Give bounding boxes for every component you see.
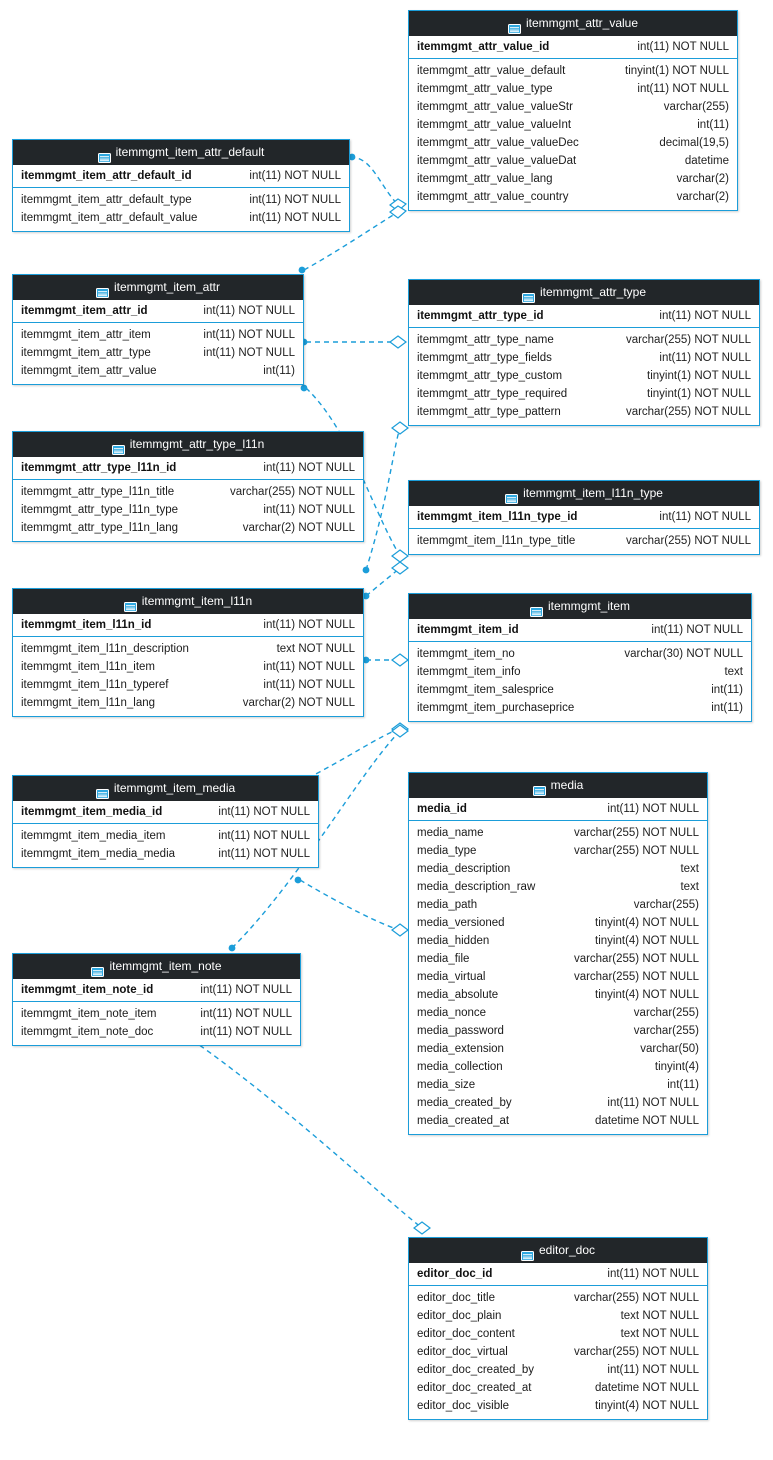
table-title: media — [550, 778, 584, 793]
column-name: itemmgmt_item_l11n_id — [21, 619, 152, 631]
column-type: varchar(2) — [676, 191, 729, 203]
column-name: itemmgmt_attr_value_type — [417, 83, 553, 95]
column-row — [409, 1325, 707, 1343]
column-type: int(11) NOT NULL — [659, 511, 751, 523]
table-itemmgmt_item_l11n[interactable] — [12, 588, 364, 717]
column-name: itemmgmt_attr_value_lang — [417, 173, 553, 185]
table-icon — [96, 282, 109, 292]
column-name: itemmgmt_item_l11n_type_title — [417, 535, 576, 547]
column-type: text — [724, 666, 743, 678]
column-row — [409, 1361, 707, 1379]
column-type: int(11) — [697, 119, 729, 131]
column-type: int(11) NOT NULL — [200, 1026, 292, 1038]
column-name: itemmgmt_item_l11n_item — [21, 661, 156, 673]
column-name: media_file — [417, 953, 470, 965]
column-type: tinyint(4) NOT NULL — [595, 1400, 699, 1412]
column-name: media_hidden — [417, 935, 490, 947]
column-type: int(11) NOT NULL — [607, 803, 699, 815]
column-row — [13, 845, 318, 863]
column-type: int(11) NOT NULL — [659, 352, 751, 364]
column-type: tinyint(1) NOT NULL — [625, 65, 729, 77]
column-type: tinyint(1) NOT NULL — [647, 370, 751, 382]
column-type: int(11) NOT NULL — [200, 984, 292, 996]
column-type: varchar(255) NOT NULL — [573, 1346, 699, 1358]
table-header[interactable] — [409, 280, 759, 305]
column-name: itemmgmt_attr_value_country — [417, 191, 569, 203]
column-row — [409, 532, 759, 550]
table-header[interactable] — [409, 11, 737, 36]
column-list — [13, 188, 349, 231]
column-type: varchar(255) NOT NULL — [573, 971, 699, 983]
column-name: itemmgmt_attr_value_valueDec — [417, 137, 579, 149]
table-itemmgmt_item[interactable] — [408, 593, 752, 722]
column-type: int(11) NOT NULL — [263, 462, 355, 474]
column-type: varchar(2) — [676, 173, 729, 185]
column-row — [409, 170, 737, 188]
column-row — [13, 640, 363, 658]
column-name: itemmgmt_item_media_id — [21, 806, 163, 818]
column-list — [13, 480, 363, 541]
column-type: varchar(255) NOT NULL — [573, 827, 699, 839]
primary-key-row — [13, 614, 363, 637]
table-itemmgmt_item_note[interactable] — [12, 953, 301, 1046]
table-header[interactable] — [13, 589, 363, 614]
column-type: tinyint(4) — [654, 1061, 699, 1073]
table-icon — [505, 488, 518, 498]
column-type: datetime NOT NULL — [595, 1382, 699, 1394]
column-list — [13, 323, 303, 384]
column-row — [13, 519, 363, 537]
column-name: itemmgmt_item_note_item — [21, 1008, 157, 1020]
column-name: itemmgmt_item_info — [417, 666, 521, 678]
column-type: int(11) NOT NULL — [659, 310, 751, 322]
column-row — [409, 367, 759, 385]
column-list — [409, 529, 759, 554]
table-title: itemmgmt_item_attr_default — [115, 145, 265, 160]
column-list — [13, 824, 318, 867]
table-icon — [112, 439, 125, 449]
column-type: tinyint(1) NOT NULL — [647, 388, 751, 400]
column-name: itemmgmt_attr_type_custom — [417, 370, 563, 382]
column-name: itemmgmt_attr_type_l11n_title — [21, 486, 175, 498]
table-header[interactable] — [13, 140, 349, 165]
table-header[interactable] — [409, 594, 751, 619]
column-row — [13, 694, 363, 712]
column-type: int(11) NOT NULL — [263, 504, 355, 516]
table-icon — [124, 596, 137, 606]
primary-key-row — [13, 979, 300, 1002]
column-type: int(11) NOT NULL — [651, 624, 743, 636]
column-row — [409, 1058, 707, 1076]
table-header[interactable] — [13, 954, 300, 979]
column-name: itemmgmt_item_attr_item — [21, 329, 151, 341]
column-name: itemmgmt_attr_value_valueDat — [417, 155, 577, 167]
column-name: editor_doc_created_at — [417, 1382, 532, 1394]
column-name: media_virtual — [417, 971, 486, 983]
column-row — [13, 483, 363, 501]
column-row — [13, 658, 363, 676]
column-row — [409, 699, 751, 717]
column-name: itemmgmt_attr_type_fields — [417, 352, 552, 364]
column-row — [409, 188, 737, 206]
column-row — [409, 878, 707, 896]
column-type: varchar(255) NOT NULL — [573, 845, 699, 857]
column-type: text — [680, 863, 699, 875]
column-name: itemmgmt_item_media_item — [21, 830, 166, 842]
primary-key-row — [13, 801, 318, 824]
table-icon — [522, 287, 535, 297]
column-name: media_versioned — [417, 917, 505, 929]
table-header[interactable] — [409, 773, 707, 798]
column-row — [409, 950, 707, 968]
column-name: itemmgmt_attr_type_name — [417, 334, 554, 346]
table-title: itemmgmt_item_l11n — [141, 594, 253, 609]
column-name: itemmgmt_attr_type_l11n_type — [21, 504, 179, 516]
column-name: itemmgmt_item_media_media — [21, 848, 176, 860]
table-itemmgmt_attr_type[interactable] — [408, 279, 760, 426]
column-type: int(11) NOT NULL — [249, 212, 341, 224]
column-type: text NOT NULL — [620, 1328, 699, 1340]
column-name: media_path — [417, 899, 478, 911]
column-row — [409, 62, 737, 80]
table-header[interactable] — [409, 481, 759, 506]
column-name: media_type — [417, 845, 477, 857]
column-type: varchar(255) — [633, 1007, 699, 1019]
table-itemmgmt_item_l11n_type[interactable] — [408, 480, 760, 555]
column-type: int(11) NOT NULL — [203, 347, 295, 359]
column-list — [409, 821, 707, 1134]
column-type: int(11) NOT NULL — [637, 83, 729, 95]
column-row — [409, 98, 737, 116]
column-name: itemmgmt_attr_value_id — [417, 41, 550, 53]
column-name: media_id — [417, 803, 467, 815]
column-name: itemmgmt_item_l11n_lang — [21, 697, 156, 709]
column-type: varchar(30) NOT NULL — [624, 648, 743, 660]
column-row — [409, 663, 751, 681]
column-row — [13, 326, 303, 344]
column-row — [409, 968, 707, 986]
column-name: itemmgmt_attr_value_default — [417, 65, 566, 77]
column-type: int(11) NOT NULL — [263, 679, 355, 691]
column-type: datetime — [684, 155, 729, 167]
column-row — [409, 1397, 707, 1415]
column-type: int(11) NOT NULL — [218, 806, 310, 818]
column-row — [409, 896, 707, 914]
table-icon — [530, 601, 543, 611]
column-name: itemmgmt_item_l11n_typeref — [21, 679, 169, 691]
column-name: itemmgmt_attr_type_id — [417, 310, 544, 322]
column-name: itemmgmt_item_attr_default_id — [21, 170, 192, 182]
column-type: int(11) NOT NULL — [218, 830, 310, 842]
column-name: itemmgmt_item_id — [417, 624, 519, 636]
table-icon — [521, 1245, 534, 1255]
column-list — [13, 637, 363, 716]
column-name: itemmgmt_item_attr_value — [21, 365, 157, 377]
column-type: int(11) — [711, 684, 743, 696]
table-title: itemmgmt_item — [547, 599, 630, 614]
table-icon — [96, 783, 109, 793]
column-type: varchar(2) NOT NULL — [242, 697, 355, 709]
column-name: itemmgmt_item_purchaseprice — [417, 702, 575, 714]
table-editor_doc[interactable] — [408, 1237, 708, 1420]
primary-key-row — [409, 1263, 707, 1286]
column-row — [409, 1343, 707, 1361]
column-type: int(11) NOT NULL — [263, 619, 355, 631]
primary-key-row — [409, 619, 751, 642]
column-name: itemmgmt_item_no — [417, 648, 515, 660]
column-name: itemmgmt_item_note_doc — [21, 1026, 154, 1038]
primary-key-row — [13, 165, 349, 188]
column-type: varchar(255) NOT NULL — [625, 406, 751, 418]
column-type: varchar(255) NOT NULL — [229, 486, 355, 498]
primary-key-row — [409, 305, 759, 328]
primary-key-row — [409, 36, 737, 59]
column-row — [409, 1076, 707, 1094]
column-row — [409, 152, 737, 170]
column-name: editor_doc_id — [417, 1268, 493, 1280]
column-type: int(11) — [667, 1079, 699, 1091]
column-row — [409, 914, 707, 932]
column-type: varchar(255) — [633, 899, 699, 911]
column-name: itemmgmt_item_attr_default_value — [21, 212, 198, 224]
table-itemmgmt_attr_value[interactable] — [408, 10, 738, 211]
column-row — [409, 1112, 707, 1130]
table-itemmgmt_attr_type_l11n[interactable] — [12, 431, 364, 542]
primary-key-row — [409, 506, 759, 529]
column-name: editor_doc_visible — [417, 1400, 510, 1412]
table-itemmgmt_item_media[interactable] — [12, 775, 319, 868]
column-row — [13, 344, 303, 362]
column-row — [13, 676, 363, 694]
column-name: media_created_at — [417, 1115, 510, 1127]
table-media[interactable] — [408, 772, 708, 1135]
column-row — [13, 827, 318, 845]
column-list — [409, 59, 737, 210]
column-row — [13, 191, 349, 209]
column-type: text NOT NULL — [620, 1310, 699, 1322]
column-row — [409, 134, 737, 152]
column-name: itemmgmt_item_note_id — [21, 984, 154, 996]
column-type: varchar(255) — [663, 101, 729, 113]
table-itemmgmt_item_attr[interactable] — [12, 274, 304, 385]
table-icon — [533, 780, 546, 790]
column-type: varchar(255) NOT NULL — [625, 535, 751, 547]
column-name: itemmgmt_attr_value_valueStr — [417, 101, 573, 113]
column-row — [409, 385, 759, 403]
column-name: itemmgmt_item_attr_default_type — [21, 194, 192, 206]
column-row — [13, 362, 303, 380]
column-name: editor_doc_content — [417, 1328, 515, 1340]
table-icon — [91, 961, 104, 971]
column-list — [409, 642, 751, 721]
column-type: int(11) NOT NULL — [203, 329, 295, 341]
column-type: varchar(255) NOT NULL — [573, 1292, 699, 1304]
table-title: itemmgmt_attr_type_l11n — [129, 437, 265, 452]
column-type: tinyint(4) NOT NULL — [595, 935, 699, 947]
column-row — [409, 403, 759, 421]
column-row — [13, 209, 349, 227]
table-header[interactable] — [13, 432, 363, 457]
column-row — [409, 681, 751, 699]
column-type: decimal(19,5) — [659, 137, 729, 149]
column-type: int(11) NOT NULL — [249, 170, 341, 182]
column-type: int(11) NOT NULL — [607, 1268, 699, 1280]
table-header[interactable] — [13, 776, 318, 801]
column-name: editor_doc_plain — [417, 1310, 502, 1322]
column-name: media_password — [417, 1025, 504, 1037]
column-type: text NOT NULL — [276, 643, 355, 655]
primary-key-row — [13, 300, 303, 323]
column-type: int(11) NOT NULL — [218, 848, 310, 860]
column-row — [409, 1307, 707, 1325]
column-name: itemmgmt_attr_value_valueInt — [417, 119, 572, 131]
column-row — [409, 1022, 707, 1040]
table-title: itemmgmt_item_note — [109, 959, 222, 974]
column-type: int(11) — [711, 702, 743, 714]
column-name: media_nonce — [417, 1007, 487, 1019]
column-row — [409, 1040, 707, 1058]
column-type: int(11) NOT NULL — [200, 1008, 292, 1020]
column-row — [409, 1094, 707, 1112]
column-row — [409, 932, 707, 950]
column-type: int(11) NOT NULL — [263, 661, 355, 673]
column-row — [13, 501, 363, 519]
column-row — [409, 331, 759, 349]
column-name: media_extension — [417, 1043, 504, 1055]
column-name: itemmgmt_attr_type_l11n_lang — [21, 522, 179, 534]
column-type: int(11) NOT NULL — [637, 41, 729, 53]
column-type: text — [680, 881, 699, 893]
column-name: editor_doc_title — [417, 1292, 495, 1304]
table-title: itemmgmt_attr_type — [539, 285, 647, 300]
column-name: media_description — [417, 863, 511, 875]
column-row — [409, 645, 751, 663]
table-title: itemmgmt_item_media — [113, 781, 236, 796]
table-header[interactable] — [13, 275, 303, 300]
column-type: tinyint(4) NOT NULL — [595, 917, 699, 929]
column-type: varchar(255) NOT NULL — [573, 953, 699, 965]
column-name: media_description_raw — [417, 881, 536, 893]
column-list — [409, 328, 759, 425]
column-name: media_absolute — [417, 989, 499, 1001]
column-name: editor_doc_created_by — [417, 1364, 534, 1376]
column-row — [13, 1005, 300, 1023]
table-icon — [508, 18, 521, 28]
column-name: media_name — [417, 827, 484, 839]
table-itemmgmt_item_attr_default[interactable] — [12, 139, 350, 232]
table-title: itemmgmt_item_attr — [113, 280, 221, 295]
primary-key-row — [13, 457, 363, 480]
column-name: itemmgmt_item_l11n_type_id — [417, 511, 578, 523]
column-row — [409, 986, 707, 1004]
column-name: itemmgmt_item_l11n_description — [21, 643, 189, 655]
column-name: itemmgmt_item_attr_type — [21, 347, 151, 359]
table-icon — [98, 147, 111, 157]
column-type: int(11) NOT NULL — [203, 305, 295, 317]
table-title: itemmgmt_attr_value — [525, 16, 639, 31]
column-row — [13, 1023, 300, 1041]
column-type: int(11) NOT NULL — [249, 194, 341, 206]
column-row — [409, 824, 707, 842]
table-header[interactable] — [409, 1238, 707, 1263]
primary-key-row — [409, 798, 707, 821]
column-type: varchar(50) — [640, 1043, 699, 1055]
column-row — [409, 80, 737, 98]
column-row — [409, 1379, 707, 1397]
column-name: itemmgmt_attr_type_l11n_id — [21, 462, 177, 474]
column-type: datetime NOT NULL — [595, 1115, 699, 1127]
column-row — [409, 1289, 707, 1307]
column-row — [409, 842, 707, 860]
column-list — [409, 1286, 707, 1419]
column-list — [13, 1002, 300, 1045]
column-row — [409, 349, 759, 367]
column-name: editor_doc_virtual — [417, 1346, 508, 1358]
column-type: int(11) NOT NULL — [607, 1364, 699, 1376]
column-row — [409, 116, 737, 134]
column-name: itemmgmt_item_salesprice — [417, 684, 554, 696]
column-type: int(11) — [263, 365, 295, 377]
column-name: itemmgmt_item_attr_id — [21, 305, 148, 317]
column-type: varchar(255) NOT NULL — [625, 334, 751, 346]
column-type: varchar(255) — [633, 1025, 699, 1037]
table-title: editor_doc — [538, 1243, 596, 1258]
column-name: media_created_by — [417, 1097, 512, 1109]
column-row — [409, 860, 707, 878]
column-name: media_size — [417, 1079, 476, 1091]
column-name: media_collection — [417, 1061, 503, 1073]
column-name: itemmgmt_attr_type_pattern — [417, 406, 561, 418]
column-type: tinyint(4) NOT NULL — [595, 989, 699, 1001]
column-type: int(11) NOT NULL — [607, 1097, 699, 1109]
column-name: itemmgmt_attr_type_required — [417, 388, 568, 400]
column-row — [409, 1004, 707, 1022]
column-type: varchar(2) NOT NULL — [242, 522, 355, 534]
table-title: itemmgmt_item_l11n_type — [523, 486, 663, 501]
